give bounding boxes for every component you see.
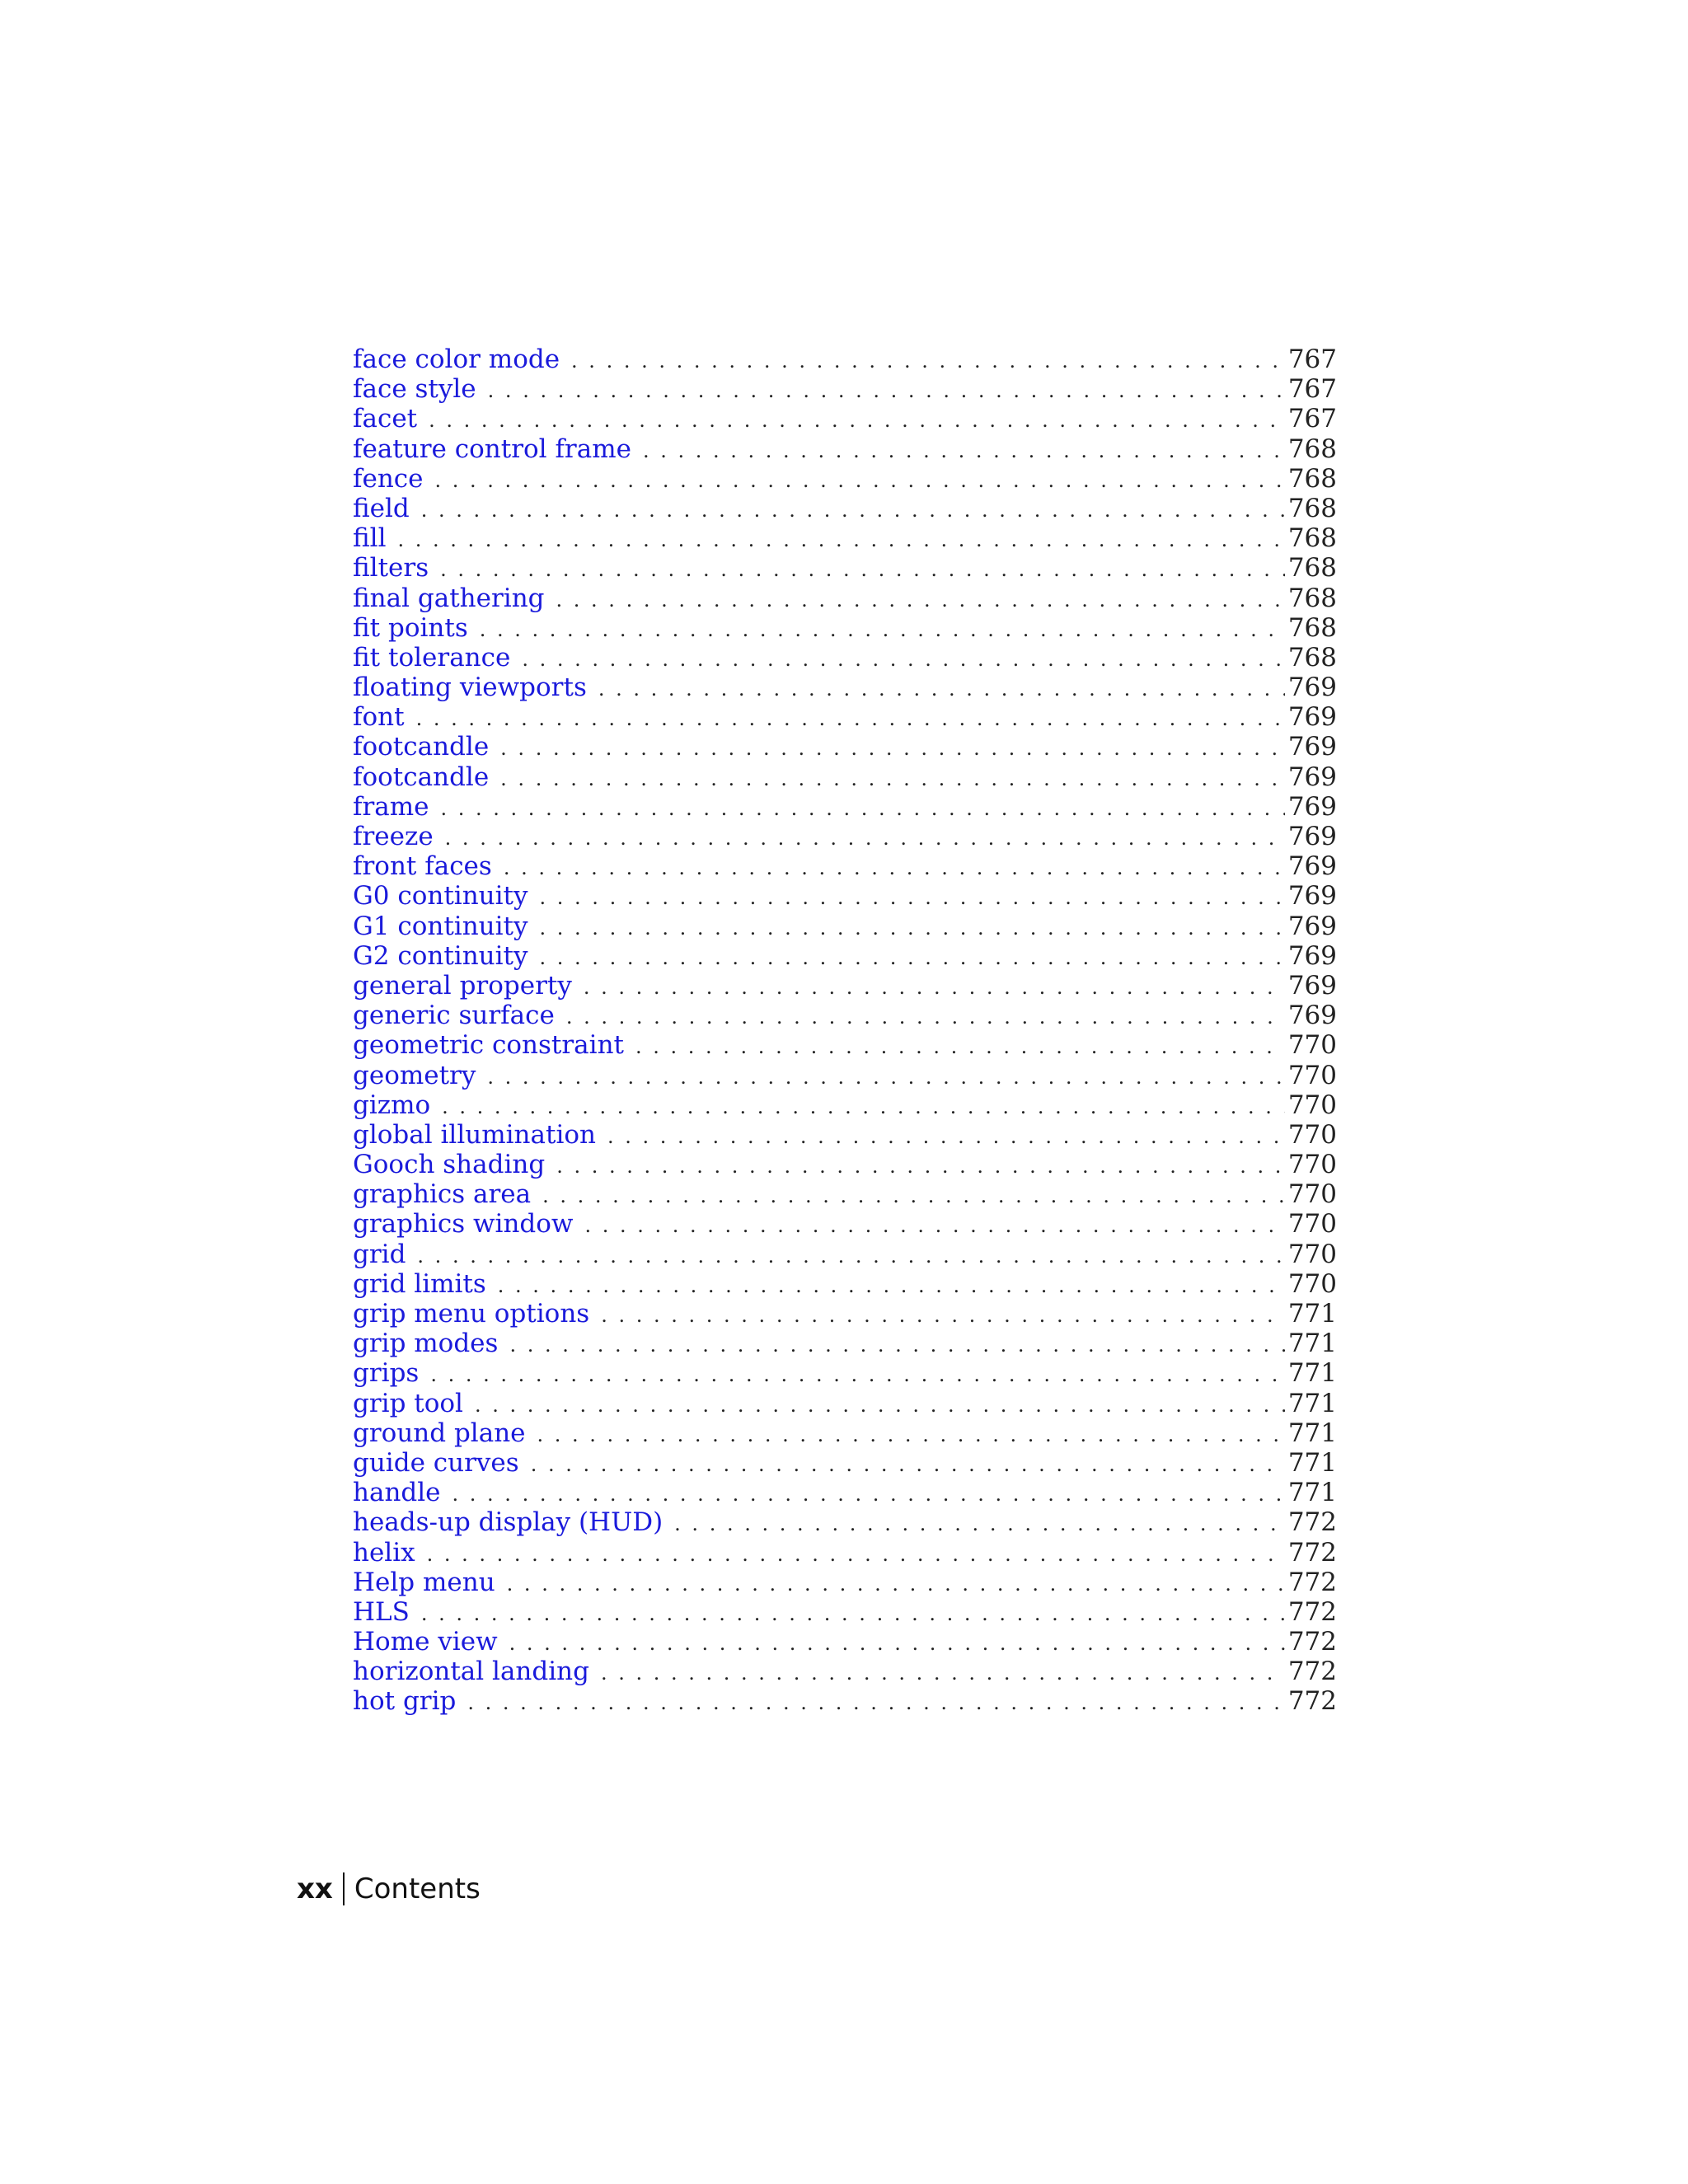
dot-leader	[488, 376, 1285, 405]
dot-leader	[480, 615, 1285, 644]
toc-page-number: 771	[1287, 1418, 1337, 1448]
dot-leader	[598, 674, 1285, 704]
toc-entry	[353, 1507, 1337, 1537]
toc-page-number: 772	[1287, 1596, 1337, 1627]
toc-page-number: 768	[1287, 612, 1337, 643]
toc-entry-link[interactable]: hot grip	[353, 1686, 457, 1717]
toc-page-number: 769	[1287, 822, 1337, 851]
dot-leader	[452, 1479, 1285, 1509]
toc-entry-link[interactable]: G1 continuity	[353, 911, 528, 941]
toc-entry	[353, 494, 1337, 523]
toc-page-number: 767	[1287, 404, 1337, 434]
toc-entry	[353, 1001, 1337, 1030]
dot-leader	[601, 1301, 1285, 1330]
toc-entry-link[interactable]: face style	[353, 374, 476, 405]
toc-page-number: 770	[1287, 1119, 1337, 1150]
toc-entry	[353, 971, 1337, 1001]
toc-page-number: 771	[1287, 1388, 1337, 1418]
dot-leader	[540, 943, 1285, 972]
toc-entry	[353, 1030, 1337, 1060]
toc-entry-link[interactable]: G0 continuity	[353, 881, 528, 912]
footer-section-title: Contents	[354, 1872, 481, 1905]
toc-entry-link[interactable]: gizmo	[353, 1090, 431, 1120]
toc-entry	[353, 1478, 1337, 1507]
dot-leader	[441, 794, 1285, 823]
dot-leader	[417, 1241, 1284, 1271]
dot-leader	[674, 1509, 1285, 1539]
toc-entry-link[interactable]: final gathering	[353, 583, 545, 613]
table-of-contents	[353, 344, 1337, 1717]
toc-entry	[353, 1389, 1337, 1418]
toc-page-number: 770	[1287, 1150, 1337, 1180]
dot-leader	[487, 1062, 1284, 1092]
dot-leader	[416, 704, 1285, 733]
dot-leader	[430, 1360, 1284, 1390]
toc-entry	[353, 523, 1337, 553]
toc-entry-link[interactable]: grip menu options	[353, 1299, 590, 1329]
toc-entry-link[interactable]: grid limits	[353, 1268, 486, 1299]
toc-entry	[353, 912, 1337, 941]
footer-separator	[343, 1872, 345, 1905]
toc-page-number: 770	[1287, 1030, 1337, 1061]
toc-entry	[353, 881, 1337, 911]
dot-leader	[607, 1122, 1285, 1151]
dot-leader	[475, 1390, 1285, 1420]
toc-entry-link[interactable]: footcandle	[353, 762, 490, 792]
toc-entry	[353, 1299, 1337, 1329]
toc-entry	[353, 434, 1337, 464]
toc-entry-link[interactable]: floating viewports	[353, 673, 587, 703]
toc-page-number: 768	[1287, 493, 1337, 523]
toc-entry-link[interactable]: Gooch shading	[353, 1150, 546, 1180]
dot-leader	[429, 405, 1285, 435]
toc-entry-link[interactable]: fence	[353, 463, 424, 494]
dot-leader	[442, 1092, 1285, 1122]
toc-entry-link[interactable]: fit tolerance	[353, 642, 511, 673]
dot-leader	[509, 1629, 1285, 1658]
dot-leader	[467, 1688, 1284, 1718]
dot-leader	[507, 1569, 1285, 1599]
toc-page-number: 769	[1287, 732, 1337, 762]
toc-entry	[353, 1120, 1337, 1150]
dot-leader	[542, 1181, 1285, 1211]
dot-leader	[540, 913, 1285, 943]
dot-leader	[643, 436, 1285, 466]
toc-entry	[353, 941, 1337, 971]
toc-page-number: 770	[1287, 1209, 1337, 1240]
toc-entry-link[interactable]: font	[353, 702, 405, 733]
toc-page-number: 771	[1287, 1299, 1337, 1329]
toc-entry	[353, 1448, 1337, 1478]
toc-page-number: 768	[1287, 463, 1337, 494]
toc-page-number: 770	[1287, 1239, 1337, 1269]
toc-page-number: 769	[1287, 673, 1337, 703]
toc-entry-link[interactable]: handle	[353, 1478, 441, 1508]
toc-entry	[353, 464, 1337, 494]
dot-leader	[398, 525, 1285, 555]
toc-page-number: 770	[1287, 1060, 1337, 1090]
toc-entry-link[interactable]: fill	[353, 523, 387, 554]
toc-entry	[353, 792, 1337, 822]
page-folio: xx	[297, 1872, 333, 1905]
toc-entry-link[interactable]: footcandle	[353, 732, 490, 762]
toc-entry-link[interactable]: guide curves	[353, 1447, 519, 1478]
toc-page-number: 771	[1287, 1447, 1337, 1478]
toc-entry	[353, 1568, 1337, 1597]
dot-leader	[584, 972, 1285, 1002]
toc-entry	[353, 1418, 1337, 1448]
toc-page-number: 772	[1287, 1567, 1337, 1597]
toc-entry-link[interactable]: frame	[353, 791, 429, 822]
toc-entry	[353, 1179, 1337, 1209]
toc-page-number: 770	[1287, 1179, 1337, 1210]
toc-entry-link[interactable]: graphics window	[353, 1209, 574, 1240]
toc-entry	[353, 702, 1337, 732]
toc-page-number: 768	[1287, 583, 1337, 613]
toc-page-number: 769	[1287, 911, 1337, 941]
toc-entry-link[interactable]: Home view	[353, 1627, 498, 1657]
toc-entry-link[interactable]: graphics area	[353, 1179, 532, 1210]
dot-leader	[540, 883, 1285, 912]
toc-entry-link[interactable]: helix	[353, 1537, 415, 1568]
dot-leader	[421, 495, 1285, 525]
toc-entry-link[interactable]: grip tool	[353, 1388, 463, 1418]
toc-entry-link[interactable]: fit points	[353, 612, 468, 643]
toc-entry-link[interactable]: facet	[353, 404, 418, 434]
dot-leader	[601, 1658, 1285, 1688]
page-footer	[297, 1872, 481, 1905]
toc-entry	[353, 374, 1337, 404]
toc-page-number: 770	[1287, 1090, 1337, 1120]
toc-entry	[353, 1329, 1337, 1358]
dot-leader	[537, 1420, 1285, 1450]
dot-leader	[421, 1599, 1285, 1629]
toc-entry-link[interactable]: field	[353, 493, 410, 523]
toc-entry-link[interactable]: face color mode	[353, 344, 560, 374]
dot-leader	[556, 585, 1285, 615]
toc-entry-link[interactable]: grid	[353, 1239, 406, 1269]
dot-leader	[500, 733, 1285, 763]
toc-entry-link[interactable]: ground plane	[353, 1418, 526, 1448]
toc-entry	[353, 1061, 1337, 1090]
toc-page-number: 767	[1287, 344, 1337, 374]
toc-page-number: 768	[1287, 434, 1337, 464]
toc-entry	[353, 643, 1337, 673]
toc-page-number: 772	[1287, 1657, 1337, 1687]
toc-page-number: 769	[1287, 791, 1337, 822]
toc-entry	[353, 344, 1337, 374]
toc-entry	[353, 1358, 1337, 1388]
toc-entry-link[interactable]: feature control frame	[353, 434, 631, 464]
toc-page-number: 772	[1287, 1537, 1337, 1568]
toc-page-number: 770	[1287, 1268, 1337, 1299]
toc-page-number: 768	[1287, 642, 1337, 673]
toc-entry-link[interactable]: grip modes	[353, 1329, 499, 1359]
dot-leader	[571, 346, 1285, 376]
dot-leader	[440, 555, 1285, 584]
toc-entry	[353, 1686, 1337, 1716]
toc-page-number: 769	[1287, 851, 1337, 882]
dot-leader	[531, 1450, 1285, 1479]
toc-entry	[353, 1150, 1337, 1179]
toc-entry-link[interactable]: Help menu	[353, 1567, 495, 1597]
toc-page-number: 772	[1287, 1686, 1337, 1717]
toc-page-number: 769	[1287, 1001, 1337, 1031]
toc-page-number: 771	[1287, 1329, 1337, 1359]
toc-page-number: 769	[1287, 702, 1337, 733]
dot-leader	[635, 1032, 1285, 1062]
toc-entry	[353, 1269, 1337, 1299]
toc-page-number: 771	[1287, 1358, 1337, 1389]
toc-page-number: 769	[1287, 762, 1337, 792]
dot-leader	[566, 1002, 1285, 1032]
dot-leader	[584, 1211, 1284, 1240]
toc-entry-link[interactable]: geometric constraint	[353, 1030, 624, 1061]
toc-page-number: 769	[1287, 881, 1337, 912]
toc-entry	[353, 583, 1337, 613]
toc-page-number: 768	[1287, 553, 1337, 583]
toc-page-number: 768	[1287, 523, 1337, 554]
toc-entry-link[interactable]: filters	[353, 553, 429, 583]
dot-leader	[427, 1540, 1285, 1569]
toc-entry	[353, 822, 1337, 851]
toc-entry	[353, 1090, 1337, 1120]
dot-leader	[522, 644, 1284, 674]
toc-entry-link[interactable]: G2 continuity	[353, 940, 528, 971]
dot-leader	[509, 1330, 1284, 1360]
toc-entry	[353, 1627, 1337, 1657]
toc-entry-link[interactable]: front faces	[353, 851, 492, 882]
toc-entry	[353, 1538, 1337, 1568]
toc-entry-link[interactable]: grips	[353, 1358, 420, 1389]
toc-entry	[353, 732, 1337, 762]
toc-entry-link[interactable]: general property	[353, 970, 572, 1001]
dot-leader	[435, 466, 1285, 495]
toc-entry	[353, 404, 1337, 434]
dot-leader	[498, 1271, 1285, 1301]
toc-entry-link[interactable]: freeze	[353, 822, 434, 851]
dot-leader	[504, 853, 1285, 883]
toc-page-number: 772	[1287, 1627, 1337, 1657]
toc-entry	[353, 1597, 1337, 1627]
toc-entry-link[interactable]: horizontal landing	[353, 1657, 589, 1687]
toc-page-number: 767	[1287, 374, 1337, 405]
toc-page-number: 769	[1287, 940, 1337, 971]
toc-entry	[353, 762, 1337, 792]
dot-leader	[556, 1151, 1285, 1181]
dot-leader	[445, 823, 1285, 853]
toc-entry	[353, 1240, 1337, 1269]
toc-entry-link[interactable]: geometry	[353, 1060, 476, 1090]
toc-entry	[353, 613, 1337, 643]
toc-entry-link[interactable]: global illumination	[353, 1119, 596, 1150]
toc-entry	[353, 1657, 1337, 1686]
toc-entry	[353, 553, 1337, 583]
toc-page-number: 772	[1287, 1507, 1337, 1538]
toc-entry-link[interactable]: heads-up display (HUD)	[353, 1507, 663, 1538]
toc-entry	[353, 851, 1337, 881]
toc-entry	[353, 673, 1337, 702]
toc-entry	[353, 1209, 1337, 1239]
toc-entry-link[interactable]: HLS	[353, 1596, 410, 1627]
toc-page-number: 771	[1287, 1478, 1337, 1508]
dot-leader	[500, 764, 1285, 794]
toc-page-number: 769	[1287, 970, 1337, 1001]
toc-entry-link[interactable]: generic surface	[353, 1001, 555, 1031]
